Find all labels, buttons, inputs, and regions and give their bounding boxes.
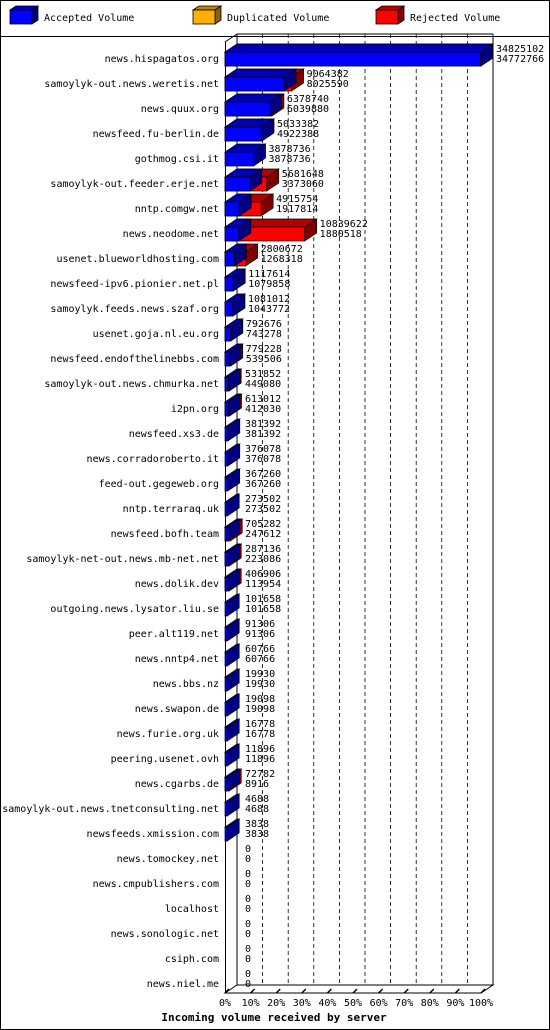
bar-accepted-front — [225, 802, 227, 816]
value-accepted: 247612 — [245, 529, 282, 540]
value-total: 9064382 — [306, 69, 349, 80]
bar-accepted-front — [225, 677, 227, 691]
value-total: 287136 — [245, 544, 282, 555]
bar-accepted-front — [225, 177, 250, 191]
x-tick-label: 60% — [369, 998, 388, 1009]
value-total: 0 — [245, 894, 252, 905]
bar-accepted-front — [225, 277, 233, 291]
bar-accepted-front — [225, 652, 227, 666]
value-total: 0 — [245, 969, 252, 980]
server-label: news.sonologic.net — [110, 929, 219, 940]
bar-accepted-front — [225, 527, 227, 541]
server-label: usenet.blueworldhosting.com — [56, 254, 219, 265]
value-total: 3838 — [245, 819, 270, 830]
server-label: samoylyk-net-out.news.mb-net.net — [26, 554, 219, 565]
server-label: news.cmpublishers.com — [92, 879, 219, 890]
value-accepted: 19930 — [245, 679, 276, 690]
value-total: 1081012 — [247, 294, 291, 305]
bar-accepted-front — [225, 552, 227, 566]
server-label: news.niel.me — [146, 979, 219, 990]
legend-label: Rejected Volume — [410, 13, 501, 24]
server-label: samoylyk.feeds.news.szaf.org — [50, 304, 219, 315]
bar-accepted-front — [225, 52, 481, 66]
bar-accepted-front — [225, 152, 254, 166]
server-label: news.swapon.de — [134, 704, 219, 715]
server-label: news.hispagatos.org — [104, 54, 219, 65]
value-accepted: 8916 — [245, 779, 270, 790]
bar-accepted-front — [225, 202, 239, 216]
value-accepted: 3838 — [245, 829, 270, 840]
server-label: i2pn.org — [170, 404, 219, 415]
value-accepted: 1268318 — [260, 254, 303, 265]
x-tick-label: 50% — [343, 998, 363, 1009]
value-accepted: 0 — [245, 954, 252, 965]
value-total: 0 — [245, 844, 252, 855]
value-accepted: 19098 — [245, 704, 276, 715]
value-accepted: 4922388 — [277, 129, 320, 140]
value-total: 6378740 — [286, 94, 330, 105]
value-accepted: 223086 — [245, 554, 282, 565]
x-tick-label: 90% — [446, 998, 465, 1009]
x-tick-label: 40% — [318, 998, 337, 1009]
value-total: 34825102 — [496, 44, 545, 55]
x-tick-label: 10% — [241, 998, 260, 1009]
value-accepted: 412030 — [245, 404, 282, 415]
value-total: 10839622 — [319, 219, 368, 230]
bar-accepted-front — [225, 327, 230, 341]
bar-accepted — [225, 94, 281, 116]
legend-swatch — [376, 10, 398, 24]
value-total: 16778 — [245, 719, 276, 730]
value-total: 5681648 — [281, 169, 324, 180]
bar-accepted-front — [225, 452, 228, 466]
server-label: news.tomockey.net — [116, 854, 219, 865]
server-label: gothmog.csi.it — [134, 154, 219, 165]
legend-label: Duplicated Volume — [227, 13, 330, 24]
bar-accepted-front — [225, 477, 228, 491]
value-accepted: 11896 — [245, 754, 276, 765]
bar-accepted-front — [225, 352, 229, 366]
server-label: samoylyk-out.news.tnetconsulting.net — [2, 804, 219, 815]
bar-accepted-top — [225, 44, 493, 52]
value-total: 3878736 — [268, 144, 311, 155]
value-accepted: 113954 — [245, 579, 282, 590]
server-label: usenet.goja.nl.eu.org — [92, 329, 219, 340]
bar-accepted-front — [225, 252, 234, 266]
server-label: newsfeed.fu-berlin.de — [92, 129, 219, 140]
server-label: samoylyk-out.feeder.erje.net — [50, 179, 219, 190]
x-tick-label: 0% — [218, 998, 232, 1009]
value-accepted: 34772766 — [496, 54, 545, 65]
value-total: 0 — [245, 869, 252, 880]
x-tick-label: 100% — [468, 998, 494, 1009]
value-accepted: 539506 — [245, 354, 282, 365]
server-label: feed-out.gegeweb.org — [98, 479, 219, 490]
bar-accepted-front — [225, 752, 227, 766]
bar-accepted-front — [225, 827, 227, 841]
server-label: news.neodome.net — [122, 229, 219, 240]
value-total: 0 — [245, 944, 252, 955]
value-accepted: 1079858 — [248, 279, 291, 290]
value-accepted: 0 — [245, 904, 252, 915]
server-label: nntp.terraraq.uk — [122, 504, 219, 515]
server-label: csiph.com — [164, 954, 219, 965]
bar-accepted-front — [225, 102, 269, 116]
value-total: 72782 — [245, 769, 276, 780]
value-accepted: 367260 — [245, 479, 282, 490]
bar-accepted-front — [225, 302, 233, 316]
server-label: news.nntp4.net — [134, 654, 219, 665]
value-accepted: 0 — [245, 854, 252, 865]
bar-accepted — [225, 69, 296, 91]
value-total: 4915754 — [276, 194, 319, 205]
value-accepted: 1043772 — [247, 304, 291, 315]
server-label: peer.alt119.net — [128, 629, 219, 640]
bar-accepted-front — [225, 502, 227, 516]
value-total: 273502 — [245, 494, 282, 505]
x-tick-label: 30% — [292, 998, 311, 1009]
value-accepted: 743278 — [245, 329, 282, 340]
value-accepted: 449080 — [245, 379, 282, 390]
value-total: 11896 — [245, 744, 276, 755]
value-accepted: 91306 — [245, 629, 276, 640]
bar-accepted-front — [225, 77, 284, 91]
value-total: 367260 — [245, 469, 282, 480]
server-label: newsfeed.bofh.team — [110, 529, 219, 540]
bar-accepted-front — [225, 777, 227, 791]
value-accepted: 4688 — [245, 804, 270, 815]
server-label: news.dolik.dev — [134, 579, 219, 590]
value-total: 2800672 — [260, 244, 303, 255]
value-total: 779228 — [245, 344, 282, 355]
value-accepted: 376078 — [245, 454, 282, 465]
x-tick-label: 70% — [395, 998, 414, 1009]
value-accepted: 1917814 — [276, 204, 319, 215]
server-label: news.quux.org — [140, 104, 219, 115]
legend-swatch — [193, 10, 215, 24]
server-label: outgoing.news.lysator.liu.se — [50, 604, 219, 615]
value-accepted: 381392 — [245, 429, 282, 440]
legend-label: Accepted Volume — [44, 13, 135, 24]
bar-accepted-front — [225, 402, 228, 416]
value-total: 1117614 — [248, 269, 291, 280]
value-total: 613012 — [245, 394, 282, 405]
value-total: 19098 — [245, 694, 276, 705]
bar-accepted-front — [225, 627, 227, 641]
server-label: news.corradoroberto.it — [86, 454, 219, 465]
value-accepted: 0 — [245, 979, 252, 990]
value-total: 19930 — [245, 669, 276, 680]
value-accepted: 1880518 — [319, 229, 362, 240]
server-label: newsfeed.xs3.de — [128, 429, 219, 440]
value-accepted: 101658 — [245, 604, 282, 615]
bar-accepted-front — [225, 602, 227, 616]
value-total: 705282 — [245, 519, 282, 530]
value-total: 4688 — [245, 794, 270, 805]
server-label: newsfeed-ipv6.pionier.net.pl — [50, 279, 219, 290]
value-total: 5033382 — [277, 119, 320, 130]
server-label: localhost — [164, 904, 219, 915]
value-accepted: 16778 — [245, 729, 276, 740]
server-label: samoylyk-out.news.weretis.net — [44, 79, 219, 90]
value-total: 101658 — [245, 594, 282, 605]
bar-accepted-front — [225, 727, 227, 741]
x-tick-label: 80% — [420, 998, 439, 1009]
server-label: peering.usenet.ovh — [110, 754, 219, 765]
value-total: 381392 — [245, 419, 282, 430]
value-accepted: 6039880 — [286, 104, 330, 115]
value-total: 91306 — [245, 619, 276, 630]
bar-accepted-front — [225, 377, 228, 391]
value-total: 406906 — [245, 569, 282, 580]
server-label: news.bbs.nz — [152, 679, 219, 690]
server-label: news.cgarbs.de — [134, 779, 219, 790]
bar-accepted-front — [225, 127, 261, 141]
value-total: 792676 — [245, 319, 282, 330]
value-accepted: 273502 — [245, 504, 282, 515]
value-total: 376078 — [245, 444, 282, 455]
bar-accepted-front — [225, 702, 227, 716]
x-tick-label: 20% — [267, 998, 286, 1009]
value-total: 60766 — [245, 644, 276, 655]
server-label: samoylyk-out.news.chmurka.net — [44, 379, 219, 390]
value-total: 0 — [245, 919, 252, 930]
x-axis-label: Incoming volume received by server — [161, 1011, 387, 1024]
value-accepted: 3878736 — [268, 154, 311, 165]
bar-accepted — [225, 44, 493, 66]
value-accepted: 60766 — [245, 654, 276, 665]
bar-accepted — [225, 119, 273, 141]
value-total: 531852 — [245, 369, 282, 380]
value-accepted: 3373060 — [281, 179, 324, 190]
legend-swatch — [10, 10, 32, 24]
value-accepted: 0 — [245, 879, 252, 890]
value-accepted: 0 — [245, 929, 252, 940]
server-label: newsfeed.endofthelinebbs.com — [50, 354, 219, 365]
bar-accepted-front — [225, 427, 228, 441]
server-label: nntp.comgw.net — [134, 204, 219, 215]
bar-accepted-front — [225, 577, 227, 591]
server-label: news.furie.org.uk — [116, 729, 219, 740]
bar-accepted-front — [225, 227, 239, 241]
server-label: newsfeeds.xmission.com — [86, 829, 219, 840]
value-accepted: 8025590 — [306, 79, 349, 90]
